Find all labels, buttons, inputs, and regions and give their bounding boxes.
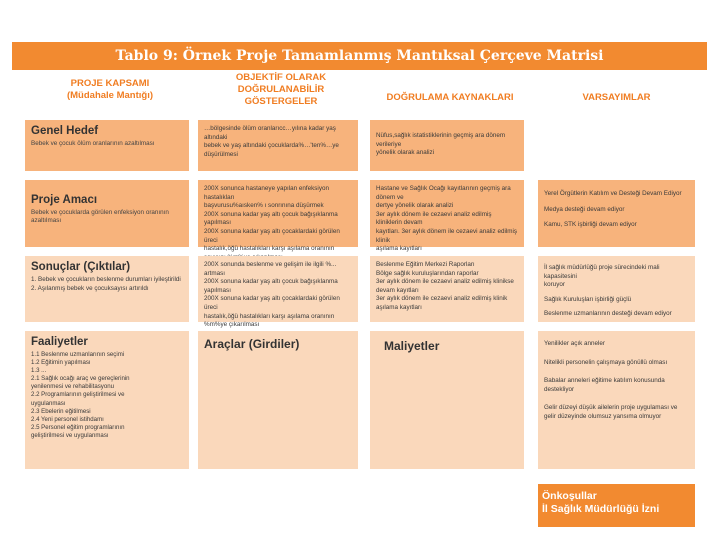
genel-hedef-cell — [25, 120, 189, 171]
source-line: Nüfus,sağlık istatistiklerinin geçmiş ara dönem verileriye — [376, 132, 506, 148]
col-header-sources: DOĞRULAMA KAYNAKLARI — [386, 92, 514, 103]
indicator-line: başvurusu%aısken% ı sonrınına düşürmek — [204, 202, 324, 210]
source-line: yönelik olarak analizi — [376, 149, 435, 157]
assumption-line: İl sağlık müdürlüğü proje sürecindeki mali kapasitesini — [544, 264, 660, 280]
activity-line: 2.3 Ebelerin eğitilmesi — [31, 407, 91, 415]
source-line: kayıtları. 3er aylık dönem ile cezaevi analiz edilmiş klinik — [376, 227, 518, 244]
indicator-line: 200X sonunda beslenme ve gelişim ile ilgili %... — [204, 261, 337, 268]
indicator-line: bebek ve yaş altındaki çocuklarda%…'ten%…ye — [204, 142, 339, 150]
costs-cell — [370, 331, 524, 469]
indicator-line: artması — [204, 269, 225, 277]
indicator-line: hastalık,öğü hastalıkları karşı aşılama oranının — [204, 312, 335, 320]
result-line: 2. Aşılanmış bebek ve çocuksayısı artırıldı — [31, 284, 149, 292]
genel-hedef-subtitle: Bebek ve çocuk ölüm oranlarının azaltılması — [31, 140, 155, 147]
activity-line: 2.1 Sağlık ocağı araç ve gereçlerinin — [31, 375, 130, 383]
col-header-indicators: OBJEKTİF OLARAK DOĞRULANABİLİR GÖSTERGELER — [235, 72, 327, 107]
source-line: 3er aylık dönem ile cezaevi analiz edilmiş klinik — [376, 295, 508, 303]
assumption-line: Kamu, STK işbirliği devam ediyor — [544, 221, 637, 229]
proje-amaci-sources — [370, 180, 524, 253]
activity-line: 2.5 Personel eğitim programlarının — [31, 423, 125, 431]
sonuclar-sources — [370, 256, 524, 322]
indicator-line: 200X sonuna kadar yaş altı çocaklardaki görülen üreci — [204, 227, 340, 244]
assumption-line: gelir düzeyinde olumsuz yansıma olmuyor — [544, 412, 662, 420]
indicator-line: %m%ye çıkarılması — [204, 321, 260, 329]
table-title: Tablo 9: Örnek Proje Tamamlanmış Mantıksal Çerçeve Matrisi — [12, 42, 707, 70]
proje-amaci-indicators — [198, 180, 358, 253]
indicator-line: düşürülmesi — [204, 150, 238, 158]
faaliyetler-assumptions — [538, 331, 695, 469]
col-header-assumptions: VARSAYIMLAR — [582, 92, 651, 103]
sonuclar-assumptions — [538, 256, 695, 322]
sonuclar-cell — [25, 256, 189, 322]
genel-hedef-sources — [370, 120, 524, 171]
indicator-line: hastalık,öğü hastalıkları karşı aşılama oranının — [204, 245, 335, 253]
proje-amaci-title: Proje Amacı — [31, 194, 98, 206]
faaliyetler-cell — [25, 331, 189, 469]
proje-amaci-subtitle: Bebek ve çocuklarda görülen enfeksiyon oranının azaltılması — [31, 209, 169, 225]
activity-line: 2.2 Programlarının geliştirilmesi ve — [31, 391, 125, 399]
activity-line: 1.1 Beslenme uzmanlarının seçimi — [31, 351, 125, 358]
assumption-line: Gelir düzeyi düşük ailelerin proje uygulaması ve — [544, 404, 678, 412]
source-line: Beslenme Eğitim Merkezi Raporları — [376, 261, 475, 268]
faaliyetler-title: Faaliyetler — [31, 336, 88, 348]
source-line: Hastane ve Sağlık Ocağı kayıtlarının geçmiş ara dönem ve — [376, 185, 511, 201]
activity-line: 1.3 ... — [31, 367, 47, 375]
source-line: devam kayıtları — [376, 286, 419, 294]
result-line: 1. Bebek ve çocukların beslenme durumları iyileştirildi — [31, 276, 181, 283]
activity-line: 1.2 Eğitimin yapılması — [31, 359, 91, 367]
genel-hedef-title: Genel Hedef — [31, 125, 99, 137]
indicator-line: 200X sonuna kadar yaş altı çocuk bağışıklanma yapılması — [204, 278, 338, 294]
indicator-line: 200X sonunca hastaneye yapılan enfeksiyon hastalıkları — [204, 185, 329, 201]
source-line: aşılama kayıtları — [376, 245, 422, 253]
assumption-line: Sağlık Kuruluşları işbirliği güçlü — [544, 295, 632, 303]
source-line: Bölge sağlık kuruluşlarından raporlar — [376, 269, 479, 277]
assumption-line: Nitelikli personelin çalışmaya gönüllü olması — [544, 358, 668, 366]
genel-hedef-indicators — [198, 120, 358, 171]
proje-amaci-cell — [25, 180, 189, 247]
costs-title: Maliyetler — [384, 339, 440, 353]
assumption-line: Yenilikler açık anneler — [544, 340, 606, 347]
sonuclar-indicators — [198, 256, 358, 329]
source-line: 3er aylık dönem ile cezaevi analiz edilmiş klinikse — [376, 278, 514, 286]
sonuclar-title: Sonuçlar (Çıktılar) — [31, 261, 131, 273]
prerequisites-title: Önkoşullar — [542, 490, 597, 502]
activity-line: geliştirilmesi ve uygulanması — [31, 431, 109, 439]
assumption-line: Medya desteği devam ediyor — [544, 205, 625, 213]
indicator-line: …bölgesinde ölüm oranlarıcc…yılına kadar yaş altındaki — [204, 125, 336, 141]
assumption-line: Yerel Örgütlerin Katılım ve Desteği Devam Ediyor — [544, 190, 682, 197]
assumption-line: Beslenme uzmanlarının desteği devam ediyor — [544, 310, 672, 318]
prerequisites-box — [538, 484, 695, 527]
inputs-cell — [198, 331, 358, 469]
source-line: dertye yönelik olarak analizi — [376, 202, 454, 210]
col-header-scope: PROJE KAPSAMI (Müdahale Mantığı) — [66, 78, 154, 101]
assumption-line: Babalar anneleri eğitime katılım konusunda destekliyor — [544, 377, 665, 393]
inputs-title: Araçlar (Girdiler) — [204, 337, 300, 351]
assumption-line: koruyor — [544, 281, 565, 289]
proje-amaci-assumptions — [538, 180, 695, 247]
activity-line: 2.4 Yeni personel istihdamı — [31, 415, 104, 423]
activity-line: uygulanması — [31, 399, 66, 407]
prerequisites-value: İl Sağlık Müdürlüğü İzni — [542, 503, 660, 515]
indicator-line: 200X sonuna kadar yaş altı çocaklardaki görülen üreci — [204, 295, 340, 311]
source-line: aşılama kayıtları — [376, 303, 422, 311]
source-line: 3er aylık dönem ile cezaevi analiz edilmiş kliniklerin devam — [376, 210, 492, 227]
activity-line: yenilenmesi ve rehabilitasyonu — [31, 383, 114, 391]
indicator-line: 200X sonuna kadar yaş altı çocuk bağışıklanma yapılması — [204, 210, 338, 227]
